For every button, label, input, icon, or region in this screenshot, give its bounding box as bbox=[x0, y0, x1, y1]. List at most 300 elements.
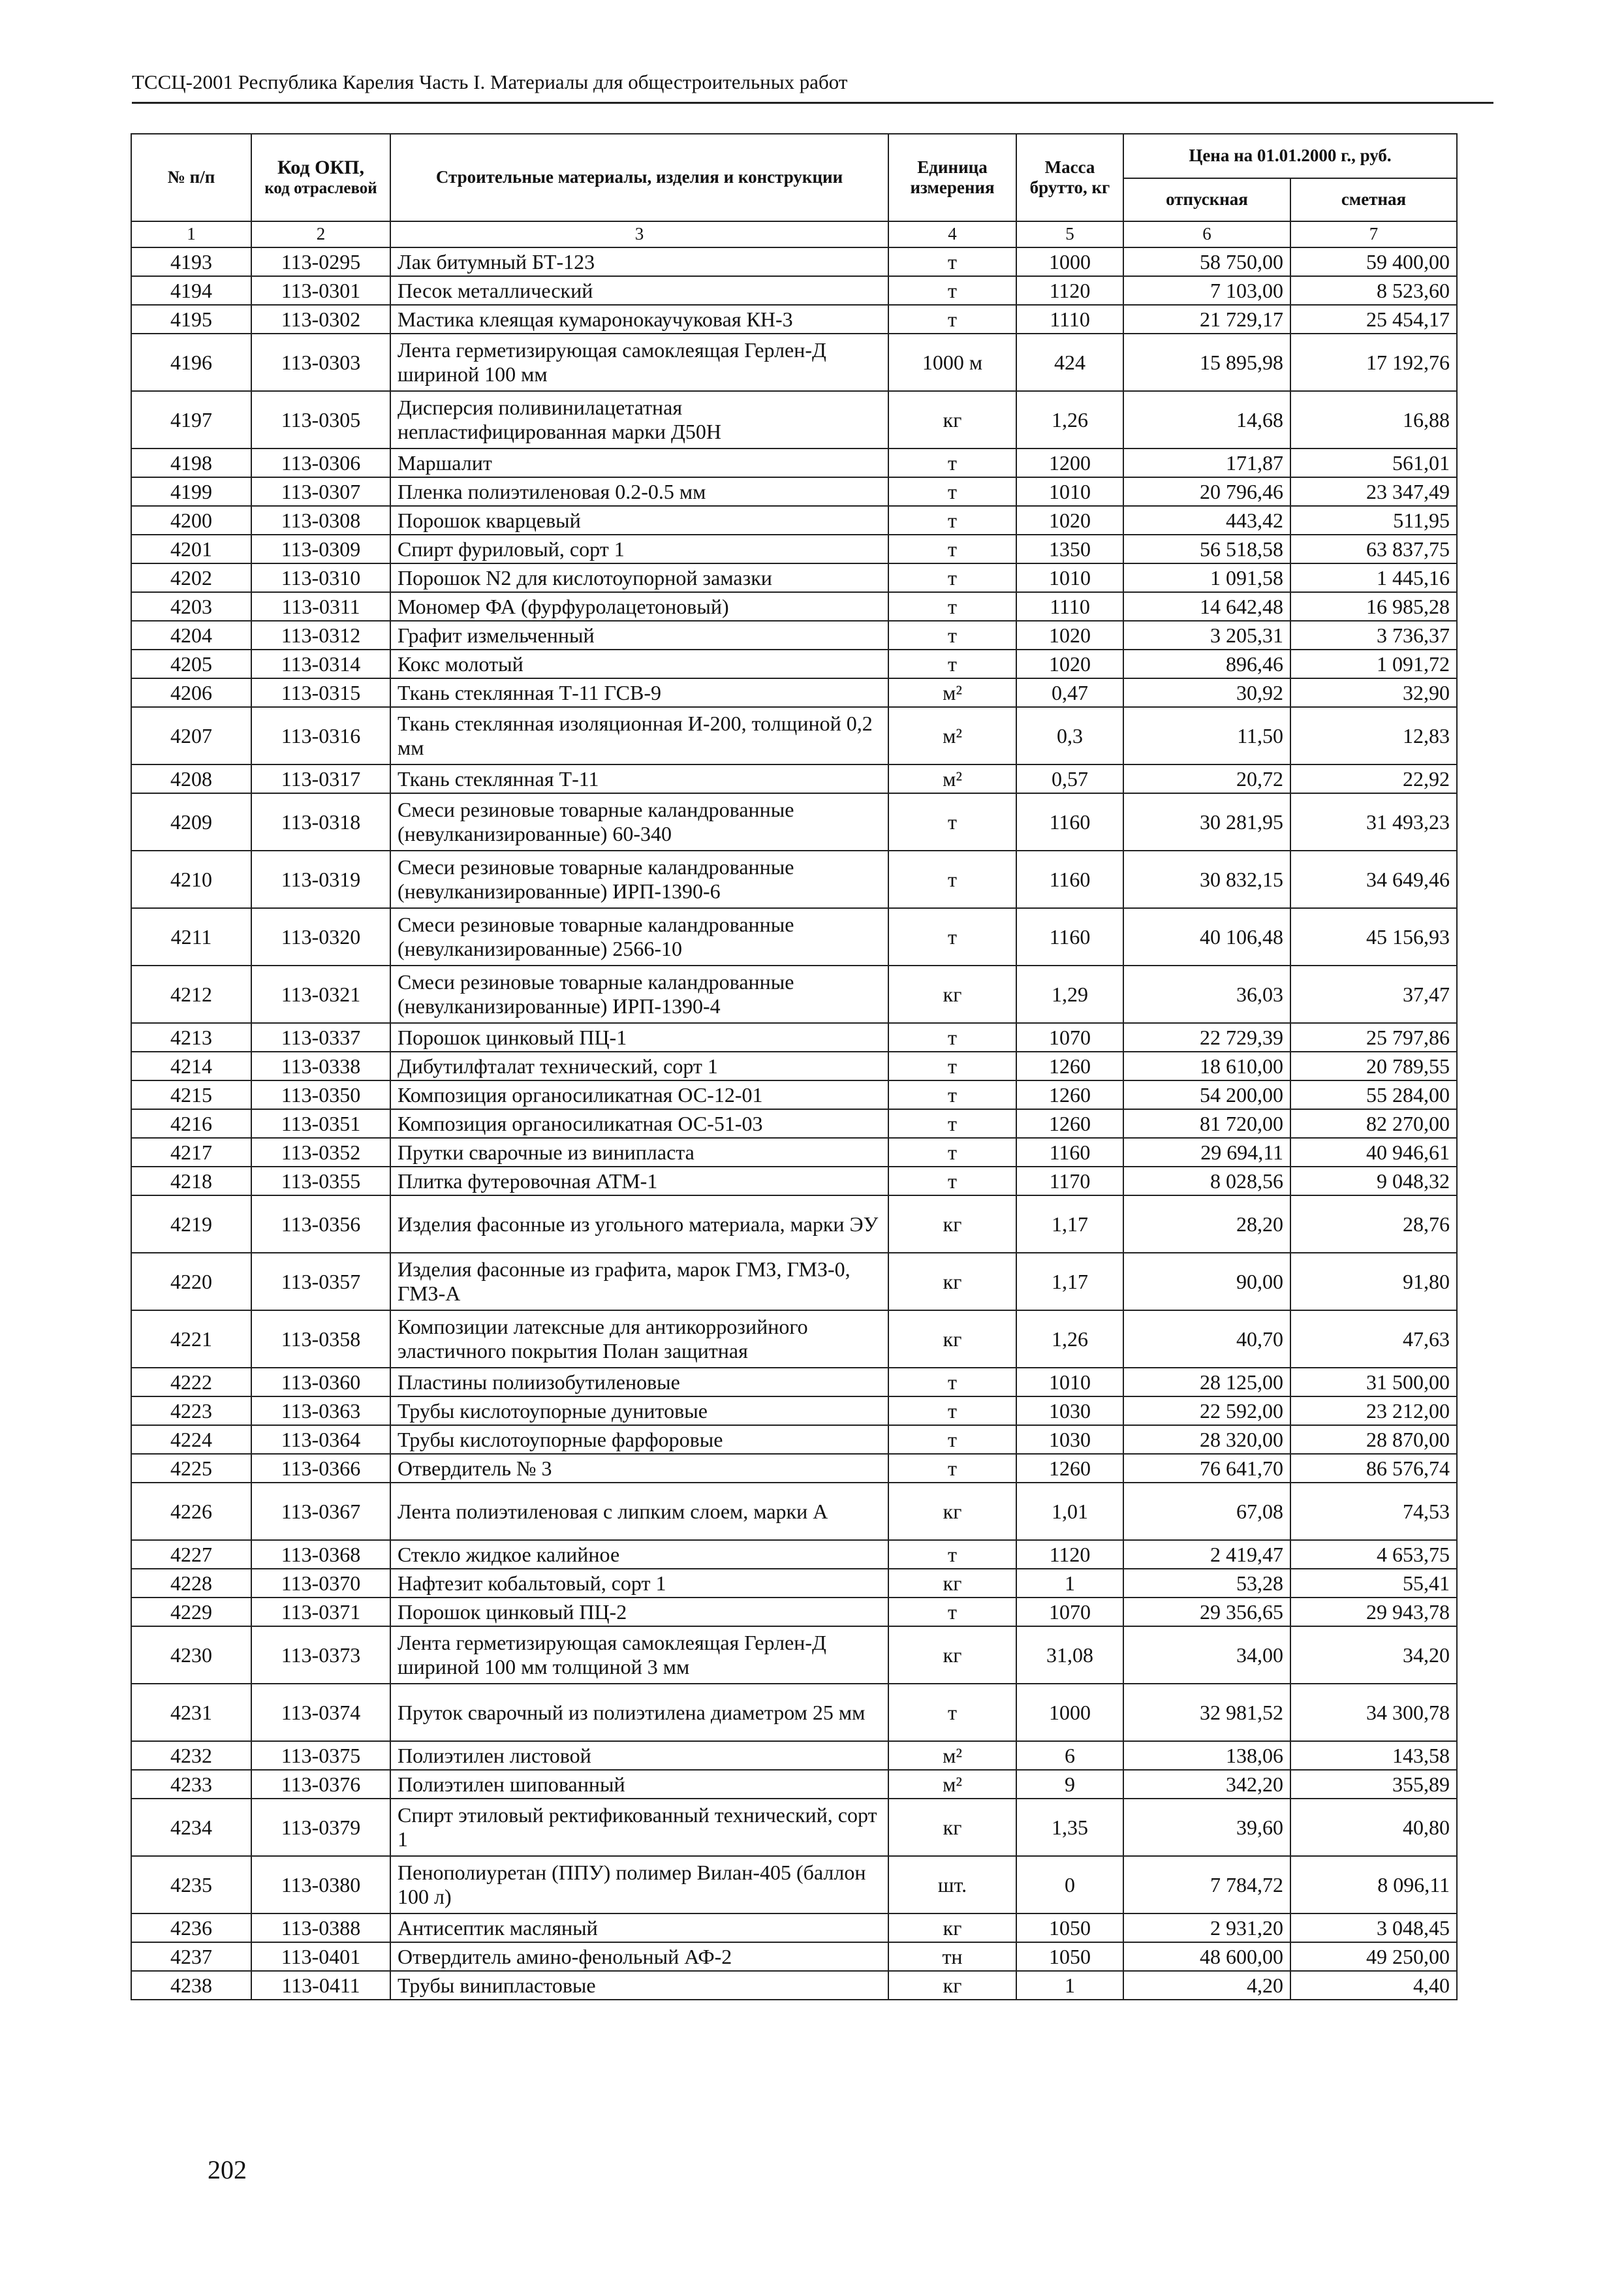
material-name: Дисперсия поливинилацетатная непластифицированная марки Д50Н bbox=[390, 391, 888, 449]
material-name: Изделия фасонные из графита, марок ГМЗ, ГМЗ-0, ГМЗ-А bbox=[390, 1253, 888, 1310]
row-number: 4208 bbox=[131, 764, 251, 793]
okp-code: 113-0355 bbox=[251, 1167, 390, 1195]
table-row bbox=[131, 1023, 1457, 1052]
release-price: 67,08 bbox=[1123, 1483, 1290, 1540]
gross-mass: 1030 bbox=[1016, 1396, 1123, 1425]
unit: кг bbox=[888, 966, 1016, 1023]
column-number-row bbox=[131, 221, 1457, 247]
material-name: Лак битумный БТ-123 bbox=[390, 247, 888, 276]
unit: т bbox=[888, 1540, 1016, 1569]
material-name: Порошок цинковый ПЦ-2 bbox=[390, 1598, 888, 1626]
material-name: Дибутилфталат технический, сорт 1 bbox=[390, 1052, 888, 1080]
release-price: 18 610,00 bbox=[1123, 1052, 1290, 1080]
header-okp-code bbox=[251, 134, 390, 221]
material-name: Ткань стеклянная Т-11 ГСВ-9 bbox=[390, 678, 888, 707]
release-price: 58 750,00 bbox=[1123, 247, 1290, 276]
unit: м² bbox=[888, 707, 1016, 764]
row-number: 4199 bbox=[131, 477, 251, 506]
row-number: 4235 bbox=[131, 1856, 251, 1913]
estimate-price: 63 837,75 bbox=[1290, 535, 1457, 563]
okp-code: 113-0321 bbox=[251, 966, 390, 1023]
material-name: Лента герметизирующая самоклеящая Герлен-Д шириной 100 мм bbox=[390, 334, 888, 391]
okp-code: 113-0307 bbox=[251, 477, 390, 506]
estimate-price: 29 943,78 bbox=[1290, 1598, 1457, 1626]
release-price: 896,46 bbox=[1123, 650, 1290, 678]
unit: т bbox=[888, 1109, 1016, 1138]
gross-mass: 1350 bbox=[1016, 535, 1123, 563]
estimate-price: 49 250,00 bbox=[1290, 1942, 1457, 1971]
gross-mass: 1020 bbox=[1016, 650, 1123, 678]
gross-mass: 31,08 bbox=[1016, 1626, 1123, 1684]
okp-code: 113-0310 bbox=[251, 563, 390, 592]
unit: т bbox=[888, 1598, 1016, 1626]
materials-price-table bbox=[131, 133, 1458, 2000]
release-price: 40 106,48 bbox=[1123, 908, 1290, 966]
running-title: ТССЦ-2001 Республика Карелия Часть I. Материалы для общестроительных работ bbox=[132, 71, 848, 93]
table-row bbox=[131, 1253, 1457, 1310]
table-row bbox=[131, 477, 1457, 506]
gross-mass: 1200 bbox=[1016, 449, 1123, 477]
unit: т bbox=[888, 535, 1016, 563]
table-row bbox=[131, 1310, 1457, 1368]
okp-code: 113-0338 bbox=[251, 1052, 390, 1080]
material-name: Порошок кварцевый bbox=[390, 506, 888, 535]
gross-mass: 1,29 bbox=[1016, 966, 1123, 1023]
unit: т bbox=[888, 1368, 1016, 1396]
header-okp-bottom: код отраслевой bbox=[264, 179, 377, 197]
table-row bbox=[131, 1598, 1457, 1626]
estimate-price: 82 270,00 bbox=[1290, 1109, 1457, 1138]
row-number: 4232 bbox=[131, 1741, 251, 1770]
gross-mass: 1170 bbox=[1016, 1167, 1123, 1195]
gross-mass: 1160 bbox=[1016, 908, 1123, 966]
unit: т bbox=[888, 1425, 1016, 1454]
row-number: 4219 bbox=[131, 1195, 251, 1253]
estimate-price: 59 400,00 bbox=[1290, 247, 1457, 276]
release-price: 32 981,52 bbox=[1123, 1684, 1290, 1741]
gross-mass: 1120 bbox=[1016, 276, 1123, 305]
table-row bbox=[131, 1454, 1457, 1483]
unit: т bbox=[888, 563, 1016, 592]
okp-code: 113-0411 bbox=[251, 1971, 390, 2000]
table-row bbox=[131, 621, 1457, 650]
unit: т bbox=[888, 793, 1016, 851]
unit: 1000 м bbox=[888, 334, 1016, 391]
unit: кг bbox=[888, 1483, 1016, 1540]
table-body bbox=[131, 247, 1457, 2000]
unit: т bbox=[888, 305, 1016, 334]
row-number: 4229 bbox=[131, 1598, 251, 1626]
estimate-price: 40 946,61 bbox=[1290, 1138, 1457, 1167]
table-row bbox=[131, 1684, 1457, 1741]
estimate-price: 25 454,17 bbox=[1290, 305, 1457, 334]
row-number: 4221 bbox=[131, 1310, 251, 1368]
gross-mass: 1260 bbox=[1016, 1454, 1123, 1483]
unit: т bbox=[888, 1454, 1016, 1483]
unit: т bbox=[888, 1052, 1016, 1080]
row-number: 4218 bbox=[131, 1167, 251, 1195]
release-price: 56 518,58 bbox=[1123, 535, 1290, 563]
material-name: Мономер ФА (фурфуролацетоновый) bbox=[390, 592, 888, 621]
estimate-price: 47,63 bbox=[1290, 1310, 1457, 1368]
unit: т bbox=[888, 1138, 1016, 1167]
header-num: № п/п bbox=[131, 134, 251, 221]
unit: кг bbox=[888, 1195, 1016, 1253]
release-price: 14 642,48 bbox=[1123, 592, 1290, 621]
header-price-group: Цена на 01.01.2000 г., руб. bbox=[1123, 134, 1457, 178]
okp-code: 113-0352 bbox=[251, 1138, 390, 1167]
row-number: 4212 bbox=[131, 966, 251, 1023]
header-price-estimate: сметная bbox=[1290, 178, 1457, 221]
estimate-price: 45 156,93 bbox=[1290, 908, 1457, 966]
table-row bbox=[131, 1052, 1457, 1080]
estimate-price: 34 300,78 bbox=[1290, 1684, 1457, 1741]
row-number: 4214 bbox=[131, 1052, 251, 1080]
okp-code: 113-0317 bbox=[251, 764, 390, 793]
table-row bbox=[131, 1167, 1457, 1195]
row-number: 4194 bbox=[131, 276, 251, 305]
release-price: 20 796,46 bbox=[1123, 477, 1290, 506]
row-number: 4228 bbox=[131, 1569, 251, 1598]
estimate-price: 561,01 bbox=[1290, 449, 1457, 477]
estimate-price: 91,80 bbox=[1290, 1253, 1457, 1310]
table-row bbox=[131, 1195, 1457, 1253]
unit: т bbox=[888, 1023, 1016, 1052]
table-row bbox=[131, 247, 1457, 276]
material-name: Трубы винипластовые bbox=[390, 1971, 888, 2000]
material-name: Смеси резиновые товарные каландрованные (невулканизированные) 2566-10 bbox=[390, 908, 888, 966]
release-price: 15 895,98 bbox=[1123, 334, 1290, 391]
okp-code: 113-0311 bbox=[251, 592, 390, 621]
estimate-price: 143,58 bbox=[1290, 1741, 1457, 1770]
row-number: 4234 bbox=[131, 1799, 251, 1856]
table-row bbox=[131, 793, 1457, 851]
release-price: 28,20 bbox=[1123, 1195, 1290, 1253]
release-price: 30 832,15 bbox=[1123, 851, 1290, 908]
row-number: 4236 bbox=[131, 1913, 251, 1942]
material-name: Изделия фасонные из угольного материала, марки ЭУ bbox=[390, 1195, 888, 1253]
table-row bbox=[131, 1483, 1457, 1540]
material-name: Нафтезит кобальтовый, сорт 1 bbox=[390, 1569, 888, 1598]
material-name: Графит измельченный bbox=[390, 621, 888, 650]
table-row bbox=[131, 1770, 1457, 1799]
okp-code: 113-0356 bbox=[251, 1195, 390, 1253]
okp-code: 113-0309 bbox=[251, 535, 390, 563]
material-name: Композиция органосиликатная ОС-51-03 bbox=[390, 1109, 888, 1138]
table-row bbox=[131, 592, 1457, 621]
gross-mass: 1050 bbox=[1016, 1913, 1123, 1942]
okp-code: 113-0370 bbox=[251, 1569, 390, 1598]
release-price: 2 419,47 bbox=[1123, 1540, 1290, 1569]
release-price: 90,00 bbox=[1123, 1253, 1290, 1310]
estimate-price: 12,83 bbox=[1290, 707, 1457, 764]
estimate-price: 34,20 bbox=[1290, 1626, 1457, 1684]
header-mass: Масса брутто, кг bbox=[1016, 134, 1123, 221]
material-name: Порошок цинковый ПЦ-1 bbox=[390, 1023, 888, 1052]
gross-mass: 1030 bbox=[1016, 1425, 1123, 1454]
unit: т bbox=[888, 1684, 1016, 1741]
unit: м² bbox=[888, 1741, 1016, 1770]
column-number: 1 bbox=[131, 221, 251, 247]
table-row bbox=[131, 1396, 1457, 1425]
okp-code: 113-0364 bbox=[251, 1425, 390, 1454]
gross-mass: 1070 bbox=[1016, 1598, 1123, 1626]
material-name: Ткань стеклянная Т-11 bbox=[390, 764, 888, 793]
estimate-price: 23 347,49 bbox=[1290, 477, 1457, 506]
row-number: 4202 bbox=[131, 563, 251, 592]
gross-mass: 1010 bbox=[1016, 477, 1123, 506]
gross-mass: 424 bbox=[1016, 334, 1123, 391]
estimate-price: 40,80 bbox=[1290, 1799, 1457, 1856]
table-row bbox=[131, 678, 1457, 707]
gross-mass: 1260 bbox=[1016, 1080, 1123, 1109]
release-price: 443,42 bbox=[1123, 506, 1290, 535]
row-number: 4211 bbox=[131, 908, 251, 966]
unit: м² bbox=[888, 678, 1016, 707]
material-name: Стекло жидкое калийное bbox=[390, 1540, 888, 1569]
row-number: 4203 bbox=[131, 592, 251, 621]
estimate-price: 31 493,23 bbox=[1290, 793, 1457, 851]
estimate-price: 8 096,11 bbox=[1290, 1856, 1457, 1913]
row-number: 4231 bbox=[131, 1684, 251, 1741]
estimate-price: 55 284,00 bbox=[1290, 1080, 1457, 1109]
okp-code: 113-0306 bbox=[251, 449, 390, 477]
unit: т bbox=[888, 477, 1016, 506]
material-name: Пруток сварочный из полиэтилена диаметром 25 мм bbox=[390, 1684, 888, 1741]
unit: т bbox=[888, 1396, 1016, 1425]
material-name: Пенополиуретан (ППУ) полимер Вилан-405 (баллон 100 л) bbox=[390, 1856, 888, 1913]
release-price: 76 641,70 bbox=[1123, 1454, 1290, 1483]
unit: м² bbox=[888, 764, 1016, 793]
release-price: 138,06 bbox=[1123, 1741, 1290, 1770]
estimate-price: 1 445,16 bbox=[1290, 563, 1457, 592]
row-number: 4196 bbox=[131, 334, 251, 391]
material-name: Отвердитель № 3 bbox=[390, 1454, 888, 1483]
okp-code: 113-0357 bbox=[251, 1253, 390, 1310]
table-row bbox=[131, 391, 1457, 449]
estimate-price: 20 789,55 bbox=[1290, 1052, 1457, 1080]
row-number: 4209 bbox=[131, 793, 251, 851]
row-number: 4193 bbox=[131, 247, 251, 276]
gross-mass: 1,35 bbox=[1016, 1799, 1123, 1856]
material-name: Композиция органосиликатная ОС-12-01 bbox=[390, 1080, 888, 1109]
row-number: 4216 bbox=[131, 1109, 251, 1138]
okp-code: 113-0318 bbox=[251, 793, 390, 851]
unit: т bbox=[888, 247, 1016, 276]
table-row bbox=[131, 1368, 1457, 1396]
table-row bbox=[131, 1109, 1457, 1138]
row-number: 4210 bbox=[131, 851, 251, 908]
table-row bbox=[131, 276, 1457, 305]
material-name: Лента герметизирующая самоклеящая Герлен-Д шириной 100 мм толщиной 3 мм bbox=[390, 1626, 888, 1684]
okp-code: 113-0312 bbox=[251, 621, 390, 650]
estimate-price: 511,95 bbox=[1290, 506, 1457, 535]
okp-code: 113-0371 bbox=[251, 1598, 390, 1626]
table-row bbox=[131, 305, 1457, 334]
unit: т bbox=[888, 851, 1016, 908]
okp-code: 113-0401 bbox=[251, 1942, 390, 1971]
gross-mass: 1050 bbox=[1016, 1942, 1123, 1971]
estimate-price: 28 870,00 bbox=[1290, 1425, 1457, 1454]
unit: кг bbox=[888, 391, 1016, 449]
gross-mass: 0,47 bbox=[1016, 678, 1123, 707]
material-name: Смеси резиновые товарные каландрованные (невулканизированные) ИРП-1390-6 bbox=[390, 851, 888, 908]
row-number: 4224 bbox=[131, 1425, 251, 1454]
release-price: 11,50 bbox=[1123, 707, 1290, 764]
column-number: 4 bbox=[888, 221, 1016, 247]
material-name: Кокс молотый bbox=[390, 650, 888, 678]
release-price: 29 694,11 bbox=[1123, 1138, 1290, 1167]
table-row bbox=[131, 1913, 1457, 1942]
material-name: Ткань стеклянная изоляционная И-200, толщиной 0,2 мм bbox=[390, 707, 888, 764]
row-number: 4197 bbox=[131, 391, 251, 449]
gross-mass: 1010 bbox=[1016, 563, 1123, 592]
unit: т bbox=[888, 908, 1016, 966]
material-name: Спирт этиловый ректификованный технический, сорт 1 bbox=[390, 1799, 888, 1856]
okp-code: 113-0374 bbox=[251, 1684, 390, 1741]
release-price: 7 103,00 bbox=[1123, 276, 1290, 305]
unit: т bbox=[888, 621, 1016, 650]
table-row bbox=[131, 908, 1457, 966]
table-row bbox=[131, 1856, 1457, 1913]
table-header bbox=[131, 134, 1457, 247]
row-number: 4195 bbox=[131, 305, 251, 334]
row-number: 4225 bbox=[131, 1454, 251, 1483]
unit: кг bbox=[888, 1913, 1016, 1942]
unit: кг bbox=[888, 1626, 1016, 1684]
material-name: Антисептик масляный bbox=[390, 1913, 888, 1942]
release-price: 39,60 bbox=[1123, 1799, 1290, 1856]
okp-code: 113-0388 bbox=[251, 1913, 390, 1942]
row-number: 4205 bbox=[131, 650, 251, 678]
okp-code: 113-0351 bbox=[251, 1109, 390, 1138]
unit: кг bbox=[888, 1799, 1016, 1856]
unit: т bbox=[888, 1167, 1016, 1195]
okp-code: 113-0360 bbox=[251, 1368, 390, 1396]
gross-mass: 1,26 bbox=[1016, 1310, 1123, 1368]
estimate-price: 9 048,32 bbox=[1290, 1167, 1457, 1195]
column-number: 2 bbox=[251, 221, 390, 247]
gross-mass: 1110 bbox=[1016, 305, 1123, 334]
gross-mass: 1160 bbox=[1016, 851, 1123, 908]
okp-code: 113-0320 bbox=[251, 908, 390, 966]
gross-mass: 6 bbox=[1016, 1741, 1123, 1770]
release-price: 8 028,56 bbox=[1123, 1167, 1290, 1195]
header-rule bbox=[132, 102, 1493, 104]
gross-mass: 1,17 bbox=[1016, 1253, 1123, 1310]
row-number: 4226 bbox=[131, 1483, 251, 1540]
okp-code: 113-0363 bbox=[251, 1396, 390, 1425]
estimate-price: 17 192,76 bbox=[1290, 334, 1457, 391]
table-row bbox=[131, 334, 1457, 391]
table-row bbox=[131, 1540, 1457, 1569]
okp-code: 113-0358 bbox=[251, 1310, 390, 1368]
estimate-price: 37,47 bbox=[1290, 966, 1457, 1023]
page-number: 202 bbox=[208, 2155, 247, 2184]
row-number: 4237 bbox=[131, 1942, 251, 1971]
unit: т bbox=[888, 650, 1016, 678]
column-number: 5 bbox=[1016, 221, 1123, 247]
estimate-price: 4 653,75 bbox=[1290, 1540, 1457, 1569]
gross-mass: 1,26 bbox=[1016, 391, 1123, 449]
estimate-price: 23 212,00 bbox=[1290, 1396, 1457, 1425]
release-price: 36,03 bbox=[1123, 966, 1290, 1023]
okp-code: 113-0367 bbox=[251, 1483, 390, 1540]
row-number: 4206 bbox=[131, 678, 251, 707]
gross-mass: 1070 bbox=[1016, 1023, 1123, 1052]
estimate-price: 3 048,45 bbox=[1290, 1913, 1457, 1942]
unit: т bbox=[888, 1080, 1016, 1109]
estimate-price: 55,41 bbox=[1290, 1569, 1457, 1598]
header-unit: Единица измерения bbox=[888, 134, 1016, 221]
release-price: 4,20 bbox=[1123, 1971, 1290, 2000]
material-name: Пластины полиизобутиленовые bbox=[390, 1368, 888, 1396]
material-name: Отвердитель амино-фенольный АФ-2 bbox=[390, 1942, 888, 1971]
release-price: 3 205,31 bbox=[1123, 621, 1290, 650]
release-price: 81 720,00 bbox=[1123, 1109, 1290, 1138]
row-number: 4215 bbox=[131, 1080, 251, 1109]
estimate-price: 31 500,00 bbox=[1290, 1368, 1457, 1396]
estimate-price: 28,76 bbox=[1290, 1195, 1457, 1253]
table-row bbox=[131, 1626, 1457, 1684]
column-number: 6 bbox=[1123, 221, 1290, 247]
estimate-price: 355,89 bbox=[1290, 1770, 1457, 1799]
table-row bbox=[131, 1971, 1457, 2000]
okp-code: 113-0301 bbox=[251, 276, 390, 305]
okp-code: 113-0337 bbox=[251, 1023, 390, 1052]
okp-code: 113-0379 bbox=[251, 1799, 390, 1856]
row-number: 4220 bbox=[131, 1253, 251, 1310]
table-row bbox=[131, 966, 1457, 1023]
release-price: 2 931,20 bbox=[1123, 1913, 1290, 1942]
gross-mass: 1160 bbox=[1016, 793, 1123, 851]
table-row bbox=[131, 535, 1457, 563]
row-number: 4233 bbox=[131, 1770, 251, 1799]
estimate-price: 74,53 bbox=[1290, 1483, 1457, 1540]
unit: кг bbox=[888, 1569, 1016, 1598]
header-price-release: отпускная bbox=[1123, 178, 1290, 221]
table-row bbox=[131, 1942, 1457, 1971]
release-price: 342,20 bbox=[1123, 1770, 1290, 1799]
okp-code: 113-0380 bbox=[251, 1856, 390, 1913]
unit: м² bbox=[888, 1770, 1016, 1799]
release-price: 53,28 bbox=[1123, 1569, 1290, 1598]
okp-code: 113-0305 bbox=[251, 391, 390, 449]
unit: кг bbox=[888, 1310, 1016, 1368]
table-row bbox=[131, 1138, 1457, 1167]
gross-mass: 1260 bbox=[1016, 1109, 1123, 1138]
gross-mass: 9 bbox=[1016, 1770, 1123, 1799]
gross-mass: 1020 bbox=[1016, 506, 1123, 535]
release-price: 40,70 bbox=[1123, 1310, 1290, 1368]
okp-code: 113-0368 bbox=[251, 1540, 390, 1569]
table-row bbox=[131, 650, 1457, 678]
row-number: 4207 bbox=[131, 707, 251, 764]
release-price: 30 281,95 bbox=[1123, 793, 1290, 851]
material-name: Композиции латексные для антикоррозийного эластичного покрытия Полан защитная bbox=[390, 1310, 888, 1368]
estimate-price: 4,40 bbox=[1290, 1971, 1457, 2000]
unit: т bbox=[888, 449, 1016, 477]
gross-mass: 1260 bbox=[1016, 1052, 1123, 1080]
release-price: 21 729,17 bbox=[1123, 305, 1290, 334]
release-price: 30,92 bbox=[1123, 678, 1290, 707]
okp-code: 113-0302 bbox=[251, 305, 390, 334]
okp-code: 113-0373 bbox=[251, 1626, 390, 1684]
table-row bbox=[131, 1799, 1457, 1856]
estimate-price: 86 576,74 bbox=[1290, 1454, 1457, 1483]
material-name: Пленка полиэтиленовая 0.2-0.5 мм bbox=[390, 477, 888, 506]
unit: т bbox=[888, 276, 1016, 305]
